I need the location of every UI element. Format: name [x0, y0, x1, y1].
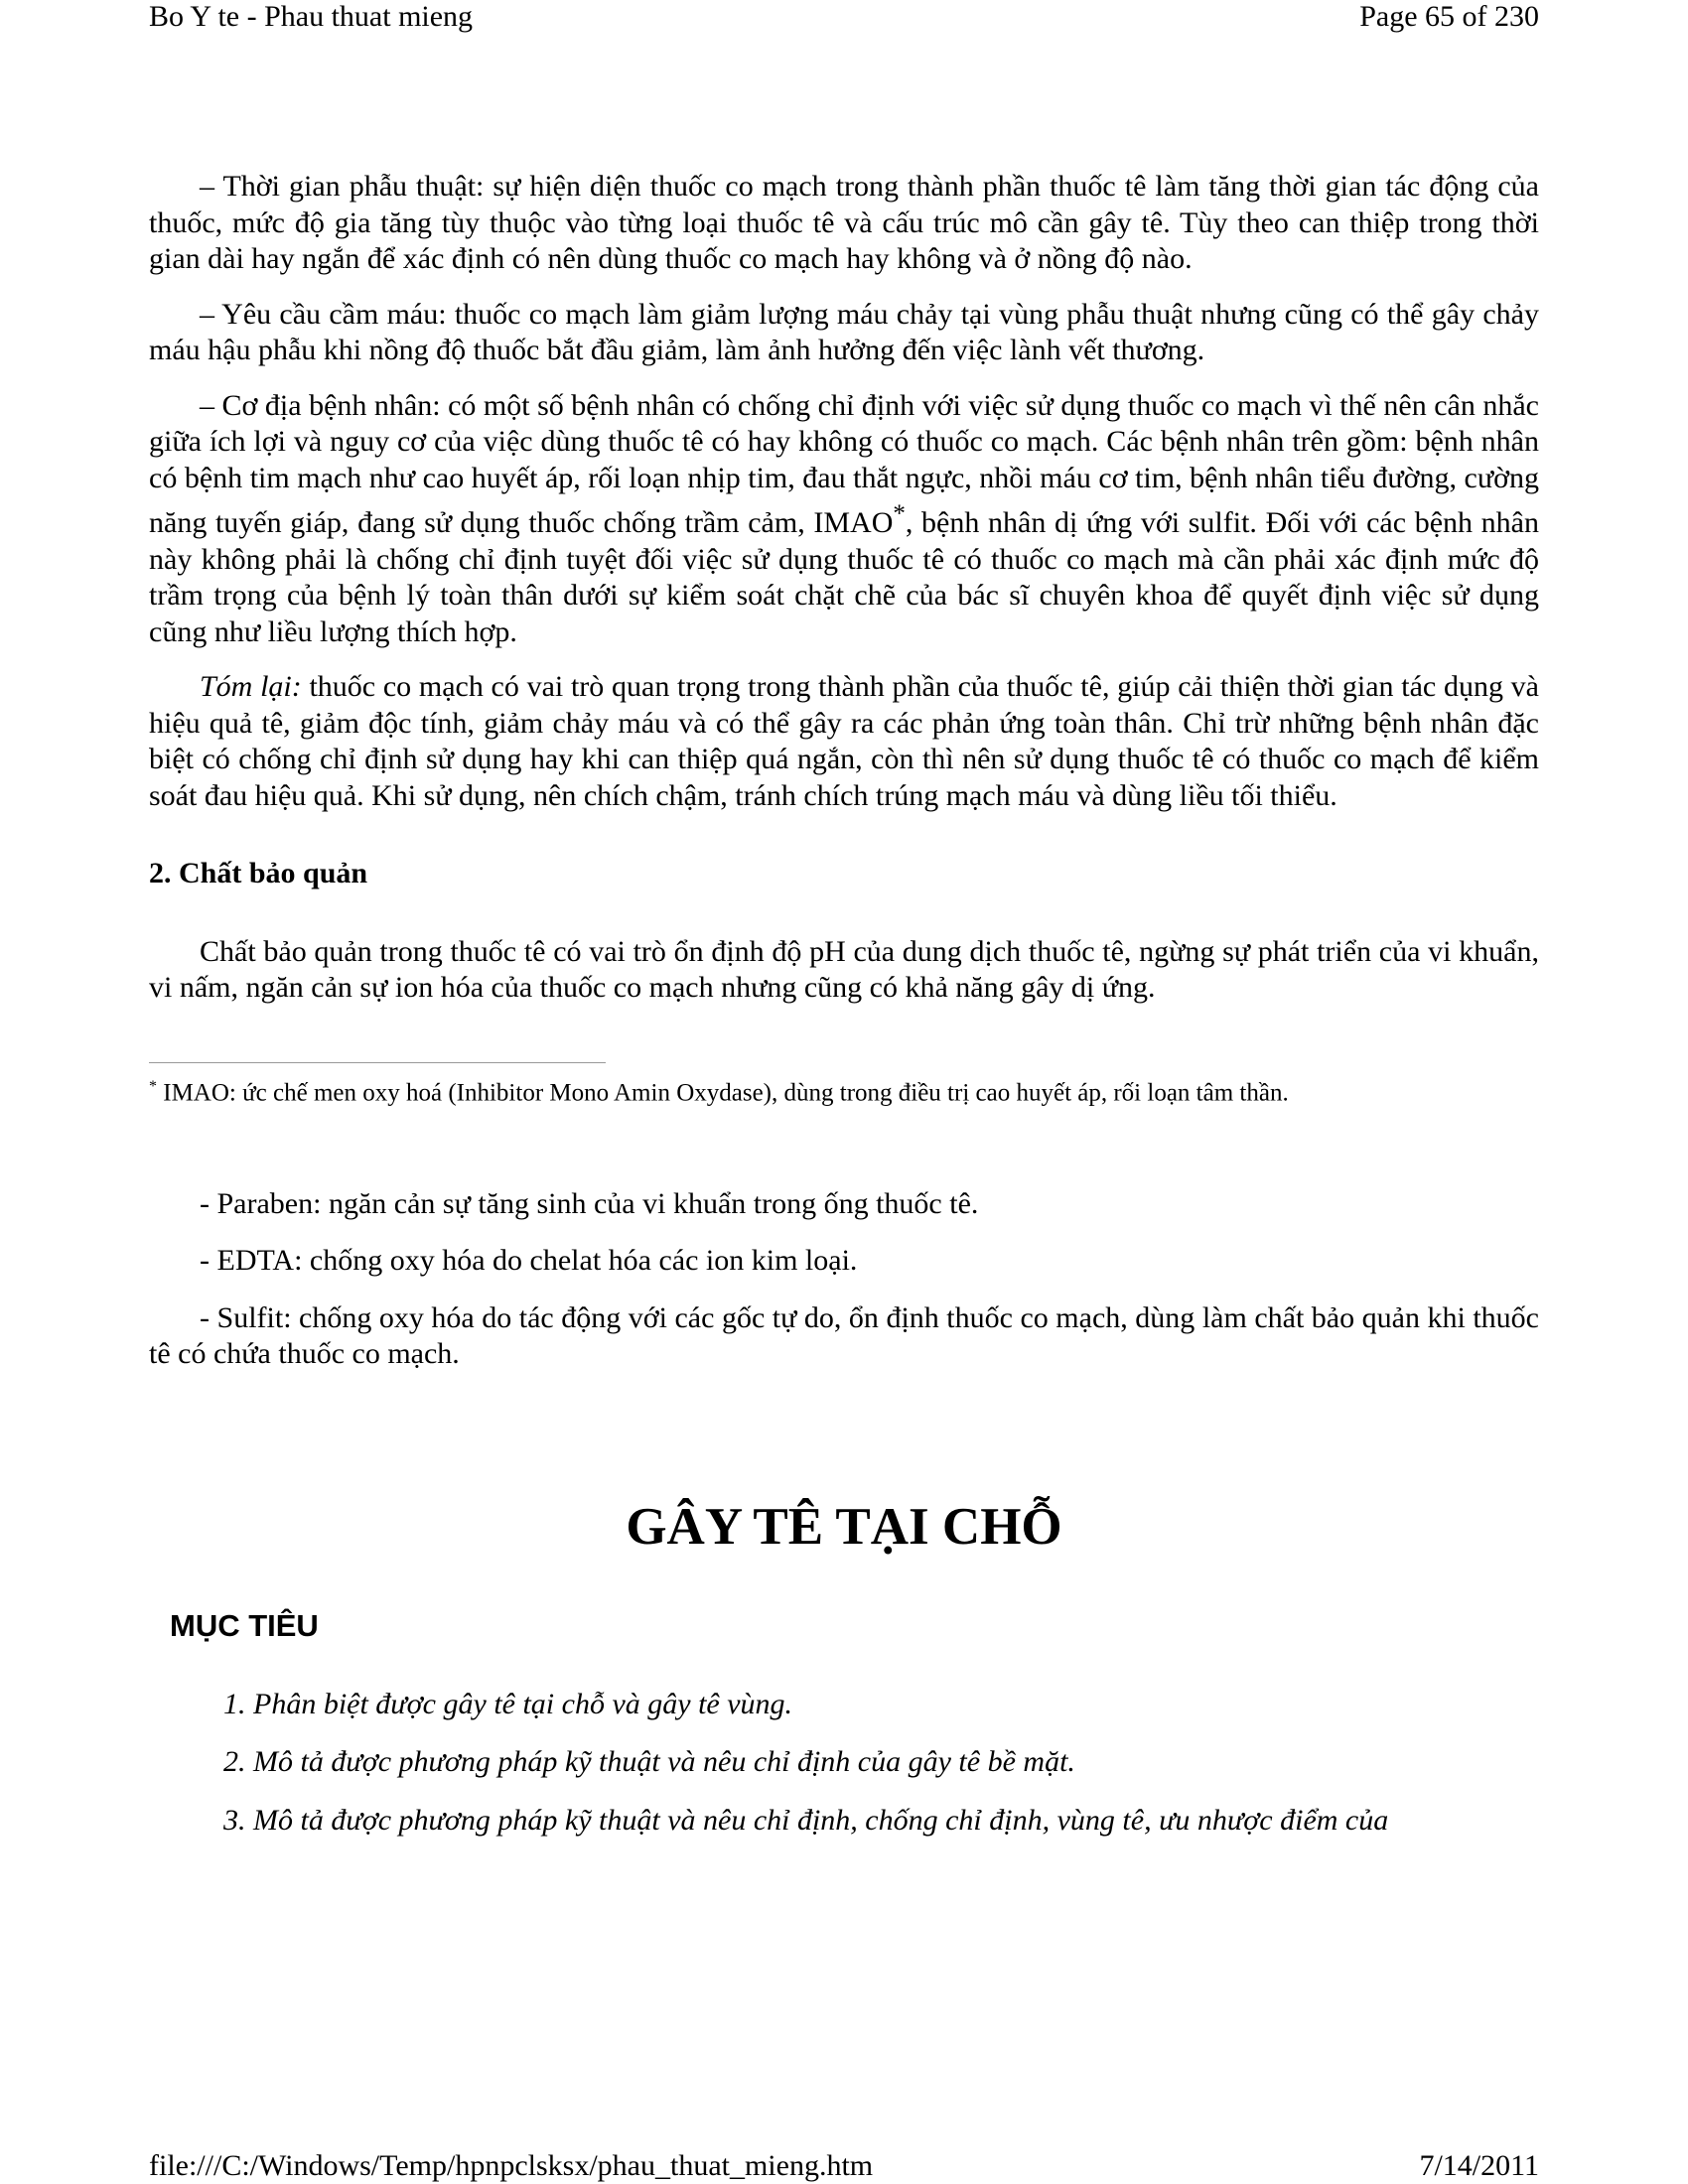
list-item-sulfit: - Sulfit: chống oxy hóa do tác động với các gốc tự do, ổn định thuốc co mạch, dùng làm chất bảo quản khi thuốc tê có chứa thuốc co mạch. — [149, 1300, 1539, 1371]
header-page-number: Page 65 of 230 — [1359, 0, 1539, 33]
list-item-edta: - EDTA: chống oxy hóa do chelat hóa các ion kim loại. — [200, 1244, 858, 1278]
footnote — [149, 1071, 1539, 1109]
patient-condition-text-b: , bệnh nhân dị ứng với sulfit. Đối với các bệnh nhân này không phải là chống chỉ định tuyệt đối việc sử dụng thuốc tê có thuốc co mạch mà cần phải xác định mức độ trầm trọng của bệnh lý toàn thân dưới sự kiểm soát chặt chẽ của bác sĩ chuyên khoa để quyết định việc sử dụng cũng như liều lượng thích hợp. — [149, 506, 1539, 648]
objective-item: 1. Phân biệt được gây tê tại chỗ và gây tê vùng. — [223, 1687, 793, 1720]
patient-condition-text-a: – Cơ địa bệnh nhân: có một số bệnh nhân có chống chỉ định với việc sử dụng thuốc co mạch vì thế nên cân nhắc giữa ích lợi và nguy cơ của việc dùng thuốc tê có hay không có thuốc co mạch. Các bệnh nhân trên gồm: bệnh nhân có bệnh tim mạch như cao huyết áp, rối loạn nhịp tim, đau thắt ngực, nhồi máu cơ tim, bệnh nhân tiểu đường, cường năng tuyến giáp, đang sử dụng thuốc chống trầm cảm, IMAO — [149, 388, 1539, 539]
paragraph-hemostasis: – Yêu cầu cầm máu: thuốc co mạch làm giảm lượng máu chảy tại vùng phẫu thuật nhưng cũng có thể gây chảy máu hậu phẫu khi nồng độ thuốc bắt đầu giảm, làm ảnh hưởng đến việc lành vết thương. — [149, 297, 1539, 366]
footer-date: 7/14/2011 — [1419, 2149, 1539, 2182]
objective-item: 2. Mô tả được phương pháp kỹ thuật và nêu chỉ định của gây tê bề mặt. — [223, 1745, 1075, 1779]
paragraph-patient-condition — [149, 388, 1539, 651]
paragraph-preservatives: Chất bảo quản trong thuốc tê có vai trò ổn định độ pH của dung dịch thuốc tê, ngừng sự phát triển của vi khuẩn, vi nấm, ngăn cản sự ion hóa của thuốc co mạch nhưng cũng có khả năng gây dị ứng. — [149, 934, 1539, 1004]
summary-text: thuốc co mạch có vai trò quan trọng trong thành phần của thuốc tê, giúp cải thiện thời gian tác dụng và hiệu quả tê, giảm độc tính, giảm chảy máu và có thể gây ra các phản ứng toàn thân. Chỉ trừ những bệnh nhân đặc biệt có chống chỉ định sử dụng hay khi can thiệp quá ngắn, còn thì nên sử dụng thuốc tê có thuốc co mạch để kiểm soát đau hiệu quả. Khi sử dụng, nên chích chậm, tránh chích trúng mạch máu và dùng liều tối thiểu. — [149, 670, 1539, 812]
summary-lead: Tóm lại: — [200, 670, 302, 703]
page-content — [149, 169, 1539, 1860]
footnote-reference-mark[interactable]: * — [893, 500, 906, 527]
footnote-text: IMAO: ức chế men oxy hoá (Inhibitor Mono Amin Oxydase), dùng trong điều trị cao huyết áp, rối loạn tâm thần. — [157, 1078, 1289, 1106]
section-heading-preservatives: 2. Chất bảo quản — [149, 857, 368, 889]
header-document-title: Bo Y te - Phau thuat mieng — [149, 0, 474, 33]
footnote-divider — [149, 1062, 606, 1063]
chapter-title: GÂY TÊ TẠI CHỖ — [626, 1497, 1062, 1556]
footnote-mark: * — [149, 1077, 157, 1095]
page-header — [149, 0, 1539, 40]
footer-file-path: file:///C:/Windows/Temp/hpnpclsksx/phau_thuat_mieng.htm — [149, 2149, 874, 2182]
paragraph-summary — [149, 669, 1539, 814]
objectives-heading: MỤC TIÊU — [170, 1608, 319, 1644]
paragraph-surgery-time: – Thời gian phẫu thuật: sự hiện diện thuốc co mạch trong thành phần thuốc tê làm tăng thời gian tác động của thuốc, mức độ gia tăng tùy thuộc vào từng loại thuốc tê và cấu trúc mô cần gây tê. Tùy theo can thiệp trong thời gian dài hay ngắn để xác định có nên dùng thuốc co mạch hay không và ở nồng độ nào. — [149, 170, 1539, 275]
list-item-paraben: - Paraben: ngăn cản sự tăng sinh của vi khuẩn trong ống thuốc tê. — [200, 1186, 979, 1220]
objective-item: 3. Mô tả được phương pháp kỹ thuật và nêu chỉ định, chống chỉ định, vùng tê, ưu nhược điểm của — [223, 1803, 1389, 1837]
